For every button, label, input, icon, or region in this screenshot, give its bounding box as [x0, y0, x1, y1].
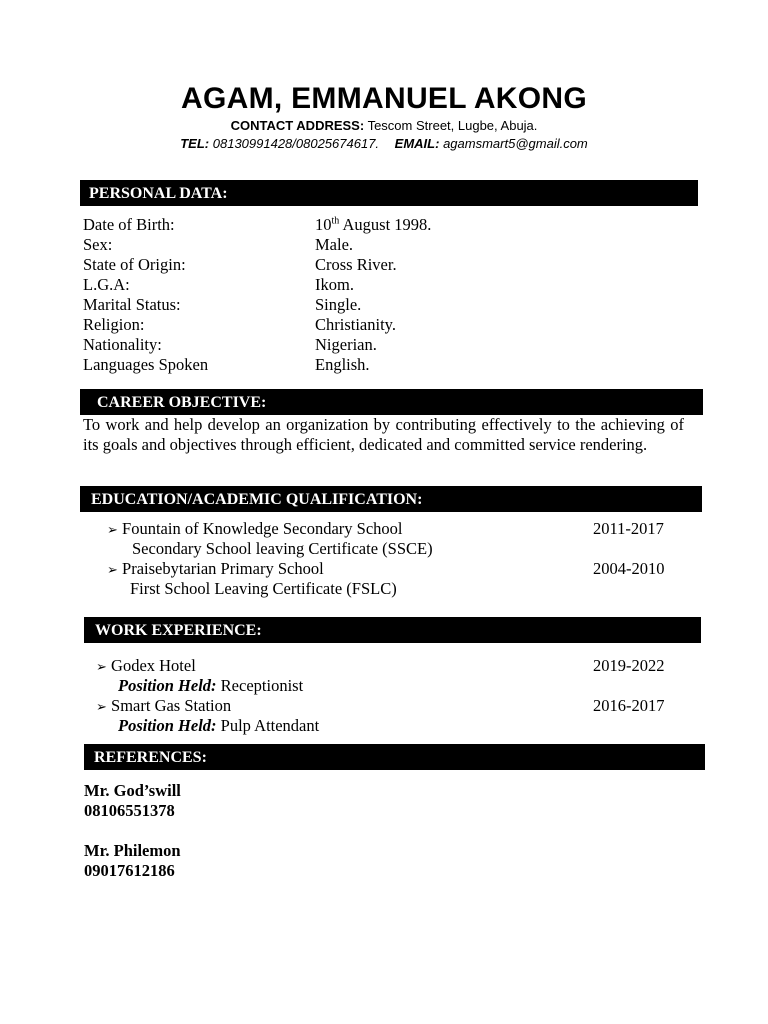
contact-address-line [0, 118, 768, 133]
education-years: 2004-2010 [593, 559, 665, 578]
reference-name: Mr. God’swill [84, 781, 181, 800]
dob-day: 10 [315, 215, 332, 234]
work-position [118, 716, 319, 736]
reference-phone: 08106551378 [84, 801, 175, 820]
position-value: Pulp Attendant [216, 716, 320, 735]
position-label: Position Held: [118, 676, 217, 695]
education-cert: Secondary School leaving Certificate (SSCE) [132, 539, 433, 558]
reference-phone: 09017612186 [84, 861, 175, 880]
personal-value: Single. [315, 295, 362, 314]
personal-label: Marital Status: [83, 295, 181, 314]
work-position [118, 676, 303, 696]
career-objective-text: To work and help develop an organization by contributing effectively to the achieving of its goals and objectives through efficient, dedicated and committed service rendering. [83, 415, 684, 454]
education-years: 2011-2017 [593, 519, 664, 538]
arrow-bullet-icon: ➢ [96, 699, 107, 714]
personal-value: Christianity. [315, 315, 396, 334]
arrow-bullet-icon: ➢ [107, 562, 118, 577]
email-address: agamsmart5@gmail.com [443, 136, 588, 151]
personal-value: English. [315, 355, 370, 374]
personal-label: Sex: [83, 235, 113, 254]
education-cert: First School Leaving Certificate (FSLC) [130, 579, 397, 598]
position-value: Receptionist [216, 676, 304, 695]
work-company: Smart Gas Station [111, 696, 232, 715]
personal-value: Male. [315, 235, 354, 254]
dob-rest: August 1998. [339, 215, 432, 234]
position-label: Position Held: [118, 716, 217, 735]
personal-label: L.G.A: [83, 275, 130, 294]
education-school: Fountain of Knowledge Secondary School [122, 519, 403, 538]
section-heading-personal: PERSONAL DATA: [80, 180, 698, 206]
section-heading-work: WORK EXPERIENCE: [84, 617, 701, 643]
personal-value: Nigerian. [315, 335, 377, 354]
personal-label: State of Origin: [83, 255, 186, 274]
personal-label-dob: Date of Birth: [83, 215, 175, 234]
personal-value: Ikom. [315, 275, 354, 294]
tel-number: 08130991428/08025674617. [212, 136, 380, 151]
personal-label: Nationality: [83, 335, 162, 354]
work-years: 2019-2022 [593, 656, 665, 675]
arrow-bullet-icon: ➢ [107, 522, 118, 537]
education-item [107, 559, 324, 580]
work-years: 2016-2017 [593, 696, 665, 715]
tel-label: TEL: [180, 136, 210, 151]
contact-address-label: CONTACT ADDRESS: [230, 118, 365, 133]
section-heading-objective: CAREER OBJECTIVE: [80, 389, 703, 415]
education-school: Praisebytarian Primary School [122, 559, 324, 578]
section-heading-education: EDUCATION/ACADEMIC QUALIFICATION: [80, 486, 702, 512]
education-item [107, 519, 402, 540]
dob-suffix: th [331, 215, 340, 227]
work-item [96, 656, 196, 677]
work-item [96, 696, 231, 717]
personal-label: Languages Spoken [83, 355, 209, 374]
contact-address: Tescom Street, Lugbe, Abuja. [367, 118, 538, 133]
arrow-bullet-icon: ➢ [96, 659, 107, 674]
personal-value: Cross River. [315, 255, 397, 274]
section-heading-references: REFERENCES: [84, 744, 705, 770]
candidate-name: AGAM, EMMANUEL AKONG [181, 82, 587, 115]
email-label: EMAIL: [394, 136, 440, 151]
reference-name: Mr. Philemon [84, 841, 181, 860]
personal-value-dob [315, 215, 431, 235]
personal-label: Religion: [83, 315, 145, 334]
contact-phone-email-line [0, 136, 768, 151]
work-company: Godex Hotel [111, 656, 196, 675]
